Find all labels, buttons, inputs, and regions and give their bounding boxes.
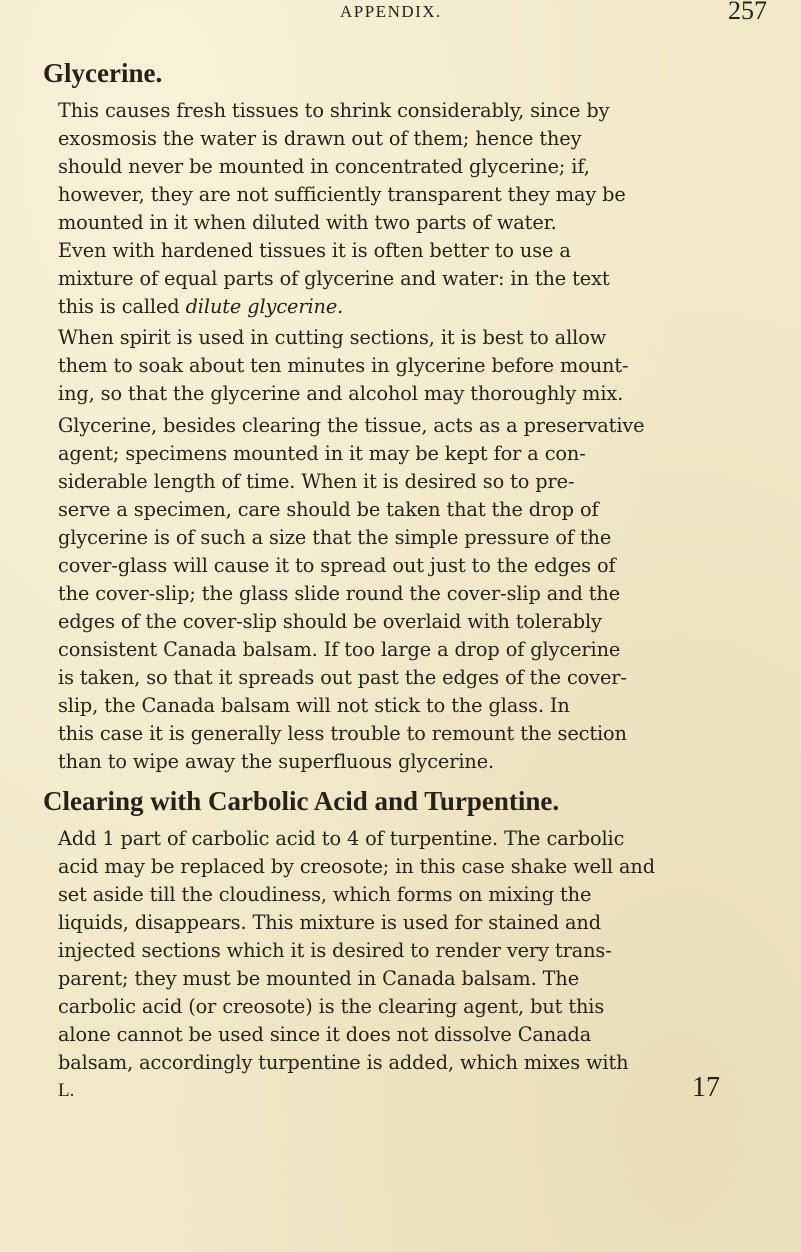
- paragraph-line: liquids, disappears. This mixture is used for stained and: [58, 911, 601, 934]
- paragraph-line: Glycerine, besides clearing the tissue, acts as a preservative: [58, 414, 645, 437]
- paragraph-line: Add 1 part of carbolic acid to 4 of turpentine. The carbolic: [58, 827, 625, 850]
- paragraph-line: this case it is generally less trouble to remount the section: [58, 722, 627, 745]
- paragraph-line: glycerine is of such a size that the simple pressure of the: [58, 526, 612, 549]
- paragraph-line: cover-glass will cause it to spread out just to the edges of: [58, 554, 616, 577]
- section-heading-clearing: Clearing with Carbolic Acid and Turpentine.: [43, 786, 560, 816]
- paragraph-line: mixture of equal parts of glycerine and water: in the text: [58, 267, 610, 290]
- paragraph-line: siderable length of time. When it is desired so to pre-: [58, 470, 575, 493]
- paragraph-line: This causes fresh tissues to shrink considerably, since by: [58, 99, 610, 122]
- page-number: 257: [728, 0, 767, 25]
- paragraph-line: mounted in it when diluted with two parts of water.: [58, 211, 557, 234]
- paragraph-line: consistent Canada balsam. If too large a drop of glycerine: [58, 638, 621, 661]
- paragraph-line: them to soak about ten minutes in glycerine before mount-: [58, 354, 629, 377]
- paragraph-line: ing, so that the glycerine and alcohol may thoroughly mix.: [58, 382, 624, 405]
- running-head: APPENDIX.: [340, 2, 442, 21]
- paragraph-line: the cover-slip; the glass slide round the cover-slip and the: [58, 582, 621, 605]
- paragraph-line: than to wipe away the superfluous glycerine.: [58, 750, 495, 773]
- paragraph-line: this is called dilute glycerine.: [58, 295, 344, 318]
- paragraph-line: carbolic acid (or creosote) is the clearing agent, but this: [58, 995, 605, 1018]
- paragraph-line: is taken, so that it spreads out past the edges of the cover-: [58, 666, 627, 689]
- paragraph-line: agent; specimens mounted in it may be kept for a con-: [58, 442, 586, 465]
- paragraph-line: alone cannot be used since it does not dissolve Canada: [58, 1023, 592, 1046]
- paragraph-line: set aside till the cloudiness, which forms on mixing the: [58, 883, 592, 906]
- section-heading-glycerine: Glycerine.: [43, 58, 163, 88]
- paragraph-line: edges of the cover-slip should be overlaid with tolerably: [58, 610, 602, 633]
- paragraph-line: parent; they must be mounted in Canada balsam. The: [58, 967, 580, 990]
- paragraph-line: balsam, accordingly turpentine is added, which mixes with: [58, 1051, 629, 1074]
- signature-folio: 17: [692, 1072, 720, 1103]
- paragraph-line: acid may be replaced by creosote; in this case shake well and: [58, 855, 655, 878]
- paragraph-line: Even with hardened tissues it is often better to use a: [58, 239, 571, 262]
- paragraph-line: serve a specimen, care should be taken that the drop of: [58, 498, 599, 521]
- paragraph-line: however, they are not sufficiently transparent they may be: [58, 183, 626, 206]
- paragraph-line: exosmosis the water is drawn out of them; hence they: [58, 127, 582, 150]
- paragraph-line: injected sections which it is desired to render very trans-: [58, 939, 612, 962]
- signature-mark: L.: [58, 1080, 75, 1101]
- paragraph-line: When spirit is used in cutting sections, it is best to allow: [58, 326, 607, 349]
- paragraph-line: slip, the Canada balsam will not stick to the glass. In: [58, 694, 570, 717]
- paragraph-line: should never be mounted in concentrated glycerine; if,: [58, 155, 590, 178]
